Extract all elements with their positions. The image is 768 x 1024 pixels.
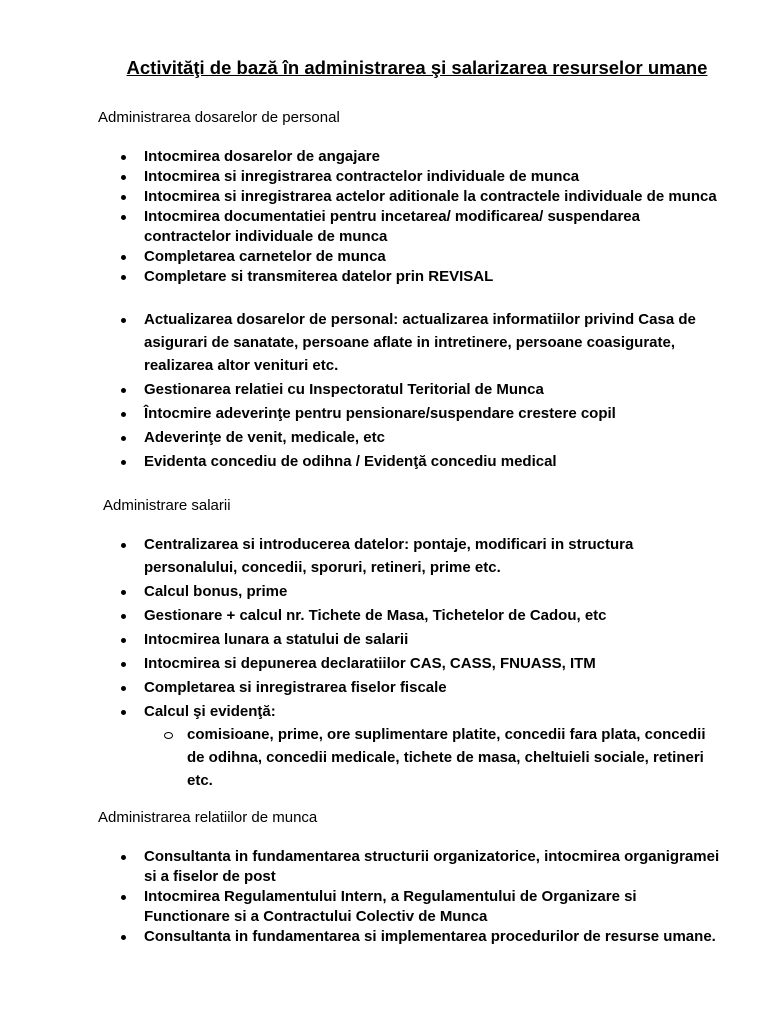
list-item: Intocmirea lunara a statului de salarii xyxy=(121,628,721,651)
list-item: Completarea carnetelor de munca xyxy=(121,247,721,267)
sublist-item: comisioane, prime, ore suplimentare platite, concedii fara plata, concedii de odihna, concedii medicale, tichete de masa, cheltuieli sociale, retineri etc. xyxy=(164,723,721,792)
document-title: Activităţi de bază în administrarea şi salarizarea resurselor umane xyxy=(126,57,708,78)
list-item: Intocmirea si inregistrarea contractelor individuale de munca xyxy=(121,167,721,187)
section-heading-dosare-personal: Administrarea dosarelor de personal xyxy=(98,109,340,126)
list-item: Intocmirea dosarelor de angajare xyxy=(121,147,721,167)
list-relatii-munca xyxy=(121,847,721,947)
list-item: Intocmirea si depunerea declaratiilor CAS, CASS, FNUASS, ITM xyxy=(121,652,721,675)
list-item: Consultanta in fundamentarea structurii organizatorice, intocmirea organigramei si a fiselor de post xyxy=(121,847,721,887)
list-item: Adeverinţe de venit, medicale, etc xyxy=(121,426,721,449)
list-item: Calcul bonus, prime xyxy=(121,580,721,603)
list-item: Evidenta concediu de odihna / Evidenţă concediu medical xyxy=(121,450,721,473)
list-item: Completare si transmiterea datelor prin REVISAL xyxy=(121,267,721,287)
list-item-label: Calcul şi evidenţă: xyxy=(144,703,276,720)
list-administrare-salarii xyxy=(121,533,721,793)
list-item: Actualizarea dosarelor de personal: actualizarea informatiilor privind Casa de asigurari de sanatate, persoane aflate in intretinere, persoane coasigurate, realizarea altor venituri etc. xyxy=(121,308,721,377)
list-item: Consultanta in fundamentarea si implementarea procedurilor de resurse umane. xyxy=(121,927,721,947)
list-item: Intocmirea documentatiei pentru incetarea/ modificarea/ suspendarea contractelor individuale de munca xyxy=(121,207,721,247)
sublist-calcul-evidenta xyxy=(144,723,721,792)
list-item: Intocmirea si inregistrarea actelor aditionale la contractele individuale de munca xyxy=(121,187,721,207)
list-item: Întocmire adeverinţe pentru pensionare/suspendare crestere copil xyxy=(121,402,721,425)
list-item: Intocmirea Regulamentului Intern, a Regulamentului de Organizare si Functionare si a Contractului Colectiv de Munca xyxy=(121,887,721,927)
list-item: Gestionare + calcul nr. Tichete de Masa, Tichetelor de Cadou, etc xyxy=(121,604,721,627)
section-heading-relatii-munca: Administrarea relatiilor de munca xyxy=(98,809,318,826)
list-dosare-personal-a xyxy=(121,147,721,287)
list-item: Completarea si inregistrarea fiselor fiscale xyxy=(121,676,721,699)
section-heading-administrare-salarii: Administrare salarii xyxy=(103,497,231,514)
list-dosare-personal-b xyxy=(121,308,721,474)
list-item: Gestionarea relatiei cu Inspectoratul Teritorial de Munca xyxy=(121,378,721,401)
list-item: Centralizarea si introducerea datelor: pontaje, modificari in structura personalului, concedii, sporuri, retineri, prime etc. xyxy=(121,533,721,579)
list-item xyxy=(121,700,721,792)
